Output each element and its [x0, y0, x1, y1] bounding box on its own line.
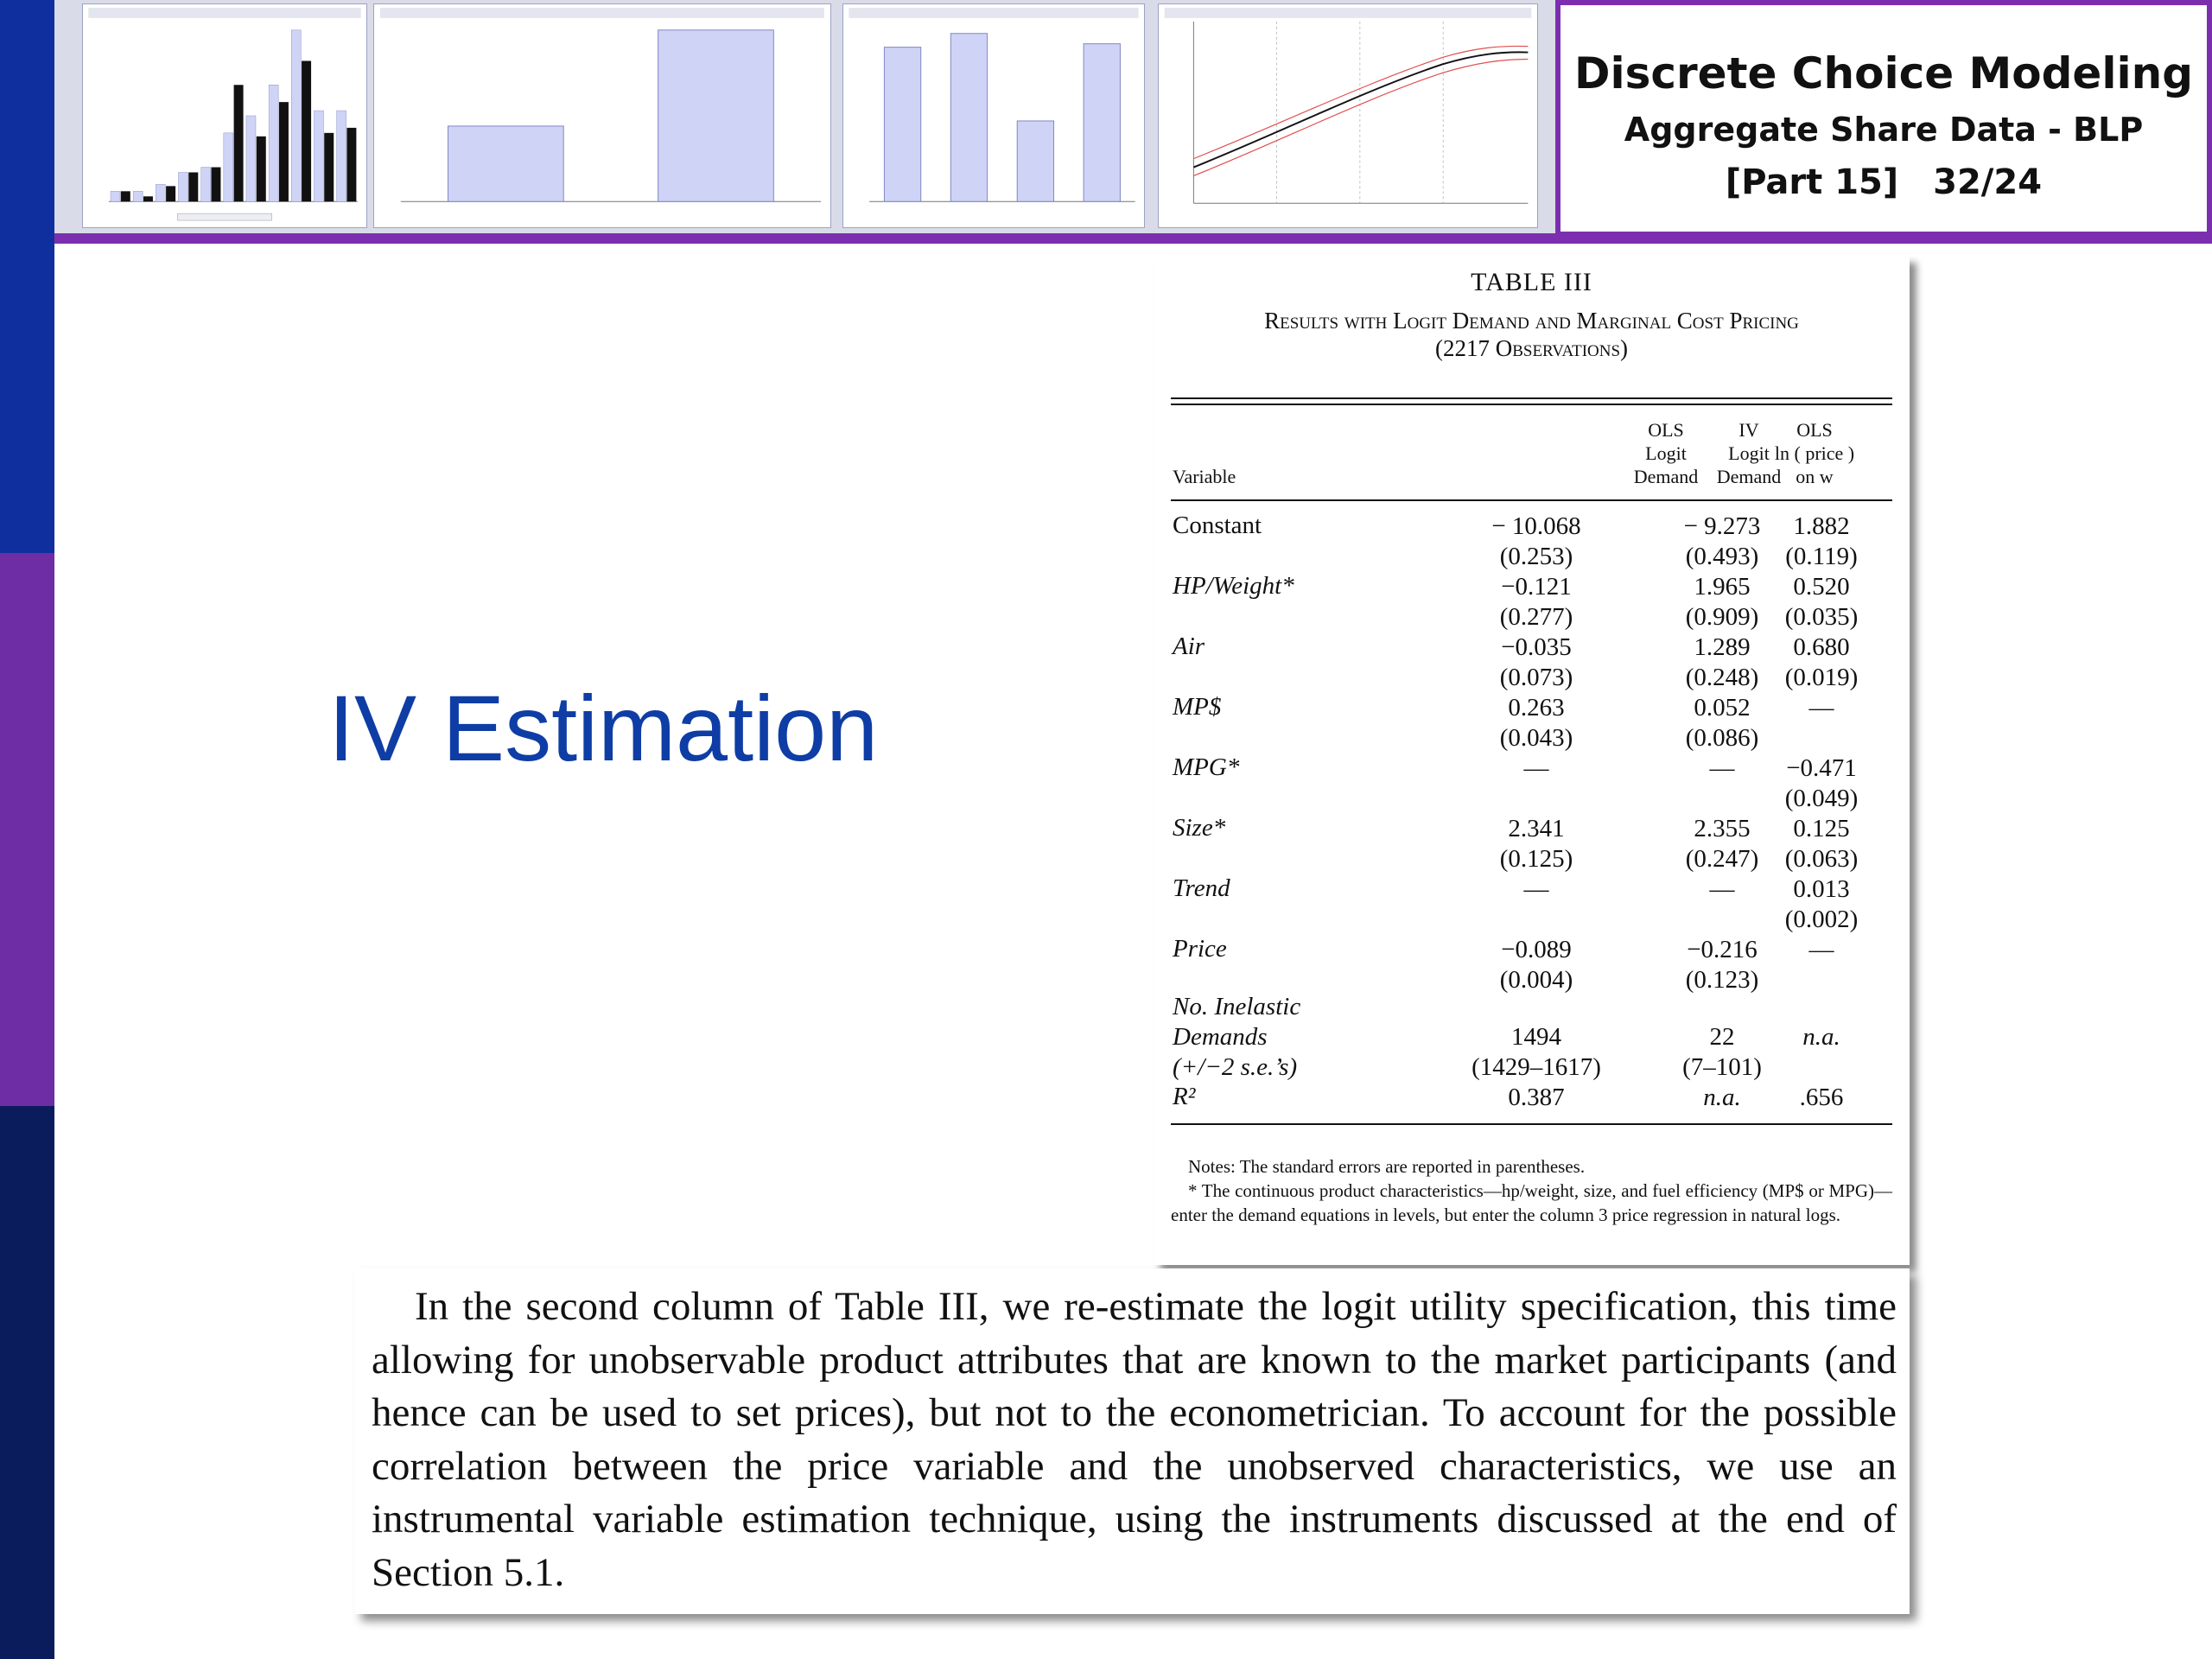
table-row [1154, 632, 1910, 693]
cell-coefficient: − 9.273 [1683, 512, 1761, 540]
col2-line2: Logit [1728, 442, 1770, 464]
bar-thumbnail-graphic-1 [374, 4, 830, 227]
thumb-title-bar [849, 8, 1138, 18]
col2-line3: Demand [1716, 466, 1782, 487]
line-thumbnail-graphic [1159, 4, 1537, 227]
cell-coefficient: 1.882 [1793, 512, 1850, 540]
row-variable-name: MPG* [1173, 753, 1240, 781]
cell-std-error: (0.123) [1685, 966, 1759, 994]
col3-line3: on w [1796, 466, 1834, 487]
cell-std-error: (0.277) [1499, 603, 1573, 631]
cell-coefficient: −0.089 [1501, 936, 1572, 963]
bar-thumbnail-graphic-2 [843, 4, 1144, 227]
row-variable-name: Constant [1173, 512, 1262, 539]
histogram-bar-dark [324, 133, 334, 201]
thumb-bar [1017, 121, 1053, 201]
cell-std-error: (0.125) [1499, 845, 1573, 873]
table-rule-bottom [1171, 1123, 1892, 1125]
slide-heading: IV Estimation [328, 676, 879, 780]
cell-std-error: (0.073) [1499, 664, 1573, 691]
thumb-title-bar [380, 8, 824, 18]
thumb-bar [658, 30, 774, 201]
row-cell-col3 [1726, 874, 1916, 935]
thumb-legend [177, 213, 271, 220]
histogram-bar-light [133, 191, 143, 201]
table-notes-line-1: Notes: The standard errors are reported in parentheses. [1188, 1156, 1586, 1177]
inelastic-col2-value: 22 [1709, 1023, 1735, 1051]
inelastic-label [1173, 992, 1300, 1083]
table-rule-header [1171, 499, 1892, 501]
cell-coefficient: 0.520 [1793, 573, 1850, 601]
cell-std-error: (0.493) [1685, 543, 1759, 570]
cell-std-error: (0.119) [1785, 543, 1858, 570]
thumb-bar [1084, 44, 1120, 202]
results-table [1154, 256, 1910, 1265]
row-cell-col1 [1441, 874, 1631, 905]
excerpt-paragraph-box [354, 1268, 1910, 1614]
cell-std-error: (0.909) [1685, 603, 1759, 631]
table-row-r2 [1154, 1083, 1910, 1117]
r2-col1: 0.387 [1508, 1084, 1565, 1111]
inelastic-label-1: No. Inelastic [1173, 993, 1301, 1020]
row-cell-col1 [1441, 935, 1631, 995]
histogram-bar-dark [279, 102, 289, 201]
histogram-bar-light [224, 133, 233, 201]
cell-std-error: (0.253) [1499, 543, 1573, 570]
histogram-bar-light [246, 116, 256, 201]
r2-col2: n.a. [1703, 1084, 1741, 1111]
cell-coefficient: 2.341 [1508, 815, 1565, 842]
inelastic-label-3: (+/−2 s.e.’s) [1173, 1053, 1298, 1081]
cell-coefficient: 0.052 [1694, 694, 1751, 721]
table-subtitle: Results with Logit Demand and Marginal Cost Pricing [1264, 308, 1799, 334]
row-variable-name: Air [1173, 632, 1205, 660]
row-cell-col3 [1726, 693, 1916, 723]
histogram-bar-light [291, 30, 301, 201]
cell-std-error: (0.086) [1685, 724, 1759, 752]
table-row [1154, 753, 1910, 814]
thumb-bar [950, 34, 987, 201]
table-rule-top-2 [1171, 404, 1892, 405]
row-cell-col1 [1441, 512, 1631, 572]
cell-std-error: (0.002) [1784, 906, 1859, 933]
left-band-bottom [0, 1106, 54, 1659]
cell-coefficient: −0.216 [1687, 936, 1758, 963]
cell-coefficient: — [1523, 754, 1549, 782]
cell-std-error: (0.004) [1499, 966, 1573, 994]
row-cell-col3 [1726, 632, 1916, 693]
thumb-bar [884, 48, 920, 202]
inelastic-label-2: Demands [1173, 1023, 1268, 1051]
histogram-bar-dark [302, 60, 311, 201]
row-variable-name: Size* [1173, 814, 1226, 842]
histogram-bar-light [269, 85, 278, 201]
cell-coefficient: 1.965 [1694, 573, 1751, 601]
table-row [1154, 814, 1910, 874]
histogram-bar-dark [188, 172, 198, 201]
row-cell-col3 [1726, 935, 1916, 965]
col1-line1: OLS [1648, 419, 1684, 441]
cell-coefficient: −0.121 [1501, 573, 1572, 601]
r2-col3: .656 [1799, 1084, 1844, 1111]
col2-line1: IV [1738, 419, 1759, 441]
slide-title-box [1555, 0, 2212, 237]
histogram-bar-dark [121, 191, 130, 201]
cell-coefficient: 0.263 [1508, 694, 1565, 721]
slide-part-line [1560, 162, 2207, 202]
histogram-bar-dark [211, 168, 220, 202]
slide-subtitle: Aggregate Share Data - BLP [1624, 111, 2144, 149]
row-variable-name: Price [1173, 935, 1227, 963]
slide-title: Discrete Choice Modeling [1573, 48, 2194, 99]
cell-coefficient: −0.035 [1501, 633, 1572, 661]
cell-coefficient: — [1709, 875, 1735, 903]
cell-std-error: (0.049) [1784, 785, 1859, 812]
row-cell-col3 [1726, 572, 1916, 632]
col1-line3: Demand [1633, 466, 1699, 487]
row-cell-col1 [1441, 814, 1631, 874]
cell-coefficient: 2.355 [1694, 815, 1751, 842]
cell-coefficient: — [1808, 936, 1834, 963]
histogram-bar-dark [257, 137, 266, 201]
table-row-inelastic [1154, 992, 1910, 1087]
table-row [1154, 512, 1910, 572]
cell-std-error: (0.248) [1685, 664, 1759, 691]
thumb-title-bar [88, 8, 361, 18]
col3-line1: OLS [1796, 419, 1833, 441]
left-band-middle [0, 553, 54, 1106]
cell-coefficient: 0.125 [1793, 815, 1850, 842]
row-cell-col1 [1441, 693, 1631, 753]
histogram-bar-dark [234, 85, 244, 201]
left-band-top [0, 0, 54, 553]
r2-label: R² [1173, 1083, 1196, 1110]
thumbnail-line-chart [1158, 3, 1538, 228]
histogram-bar-dark [143, 196, 153, 201]
table-row [1154, 693, 1910, 753]
table-row [1154, 935, 1910, 995]
cell-coefficient: 0.680 [1793, 633, 1850, 661]
cell-std-error: (0.019) [1784, 664, 1859, 691]
part-label: [Part 15] [1725, 162, 1899, 202]
histogram-bar-light [179, 172, 188, 201]
thumbnail-bar-chart-2 [842, 3, 1145, 228]
cell-coefficient: −0.471 [1786, 754, 1857, 782]
row-variable-name: Trend [1173, 874, 1230, 902]
row-cell-col1 [1441, 753, 1631, 784]
row-variable-name: MP$ [1173, 693, 1222, 721]
cell-coefficient: — [1808, 694, 1834, 721]
thumb-line-main [1193, 52, 1528, 167]
page-number: 32/24 [1933, 162, 2043, 202]
table-title: TABLE III [1471, 268, 1592, 296]
histogram-bar-light [156, 184, 165, 201]
histogram-bar-light [111, 191, 120, 201]
thumb-bar [448, 126, 564, 201]
cell-coefficient: − 10.068 [1491, 512, 1581, 540]
table-notes-line-2: * The continuous product characteristics—hp/weight, size, and fuel efficiency (MP$ or MPG)—enter the demand equations in levels, but enter the column 3 price regression in natural logs. [1171, 1180, 1892, 1225]
table-notes [1171, 1154, 1892, 1227]
col1-line2: Logit [1645, 442, 1687, 464]
cell-std-error: (0.063) [1784, 845, 1859, 873]
inelastic-col3 [1726, 1022, 1916, 1052]
table-row [1154, 874, 1910, 935]
thumbnail-histogram [82, 3, 367, 228]
inelastic-col3-value: n.a. [1802, 1023, 1840, 1051]
inelastic-col2-range: (7–101) [1682, 1053, 1762, 1081]
histogram-bar-light [201, 168, 211, 202]
cell-coefficient: — [1523, 875, 1549, 903]
column-header-ols-price [1737, 418, 1892, 488]
histogram-bar-dark [166, 186, 175, 201]
excerpt-paragraph: In the second column of Table III, we re-estimate the logit utility specification, this time allowing for unobservable product attributes that are known to the market participants (and hence can be used to set prices), but not to the econometrician. To account for the possible correlation between the price variable and the unobserved characteristics, we use an instrumental variable estimation technique, using the instruments discussed at the end of Section 5.1. [372, 1284, 1897, 1595]
row-variable-name: HP/Weight* [1173, 572, 1294, 600]
thumb-title-bar [1165, 8, 1532, 18]
histogram-bar-light [337, 111, 346, 201]
row-cell-col1 [1441, 632, 1631, 693]
histogram-bar-light [314, 111, 323, 201]
col3-line2: ln ( price ) [1774, 442, 1855, 464]
thumb-line-lower [1193, 60, 1528, 176]
cell-coefficient: 0.013 [1793, 875, 1850, 903]
header-variable: Variable [1173, 466, 1236, 487]
inelastic-col1 [1441, 1022, 1631, 1083]
row-cell-col3 [1726, 753, 1916, 814]
cell-coefficient: — [1709, 754, 1735, 782]
row-cell-col3 [1726, 814, 1916, 874]
table-rule-top-1 [1171, 397, 1892, 399]
thumbnail-bar-chart-1 [373, 3, 831, 228]
cell-std-error: (0.035) [1784, 603, 1859, 631]
row-cell-col1 [1441, 572, 1631, 632]
cell-coefficient: 1.289 [1694, 633, 1751, 661]
table-observations: (2217 Observations) [1434, 335, 1629, 361]
thumb-line-upper [1193, 46, 1528, 158]
histogram-thumbnail-graphic [83, 4, 366, 227]
table-row [1154, 572, 1910, 632]
inelastic-col1-range: (1429–1617) [1471, 1053, 1601, 1081]
cell-std-error: (0.043) [1499, 724, 1573, 752]
inelastic-col1-value: 1494 [1511, 1023, 1561, 1051]
cell-std-error: (0.247) [1685, 845, 1759, 873]
histogram-bar-dark [346, 128, 356, 201]
row-cell-col3 [1726, 512, 1916, 572]
